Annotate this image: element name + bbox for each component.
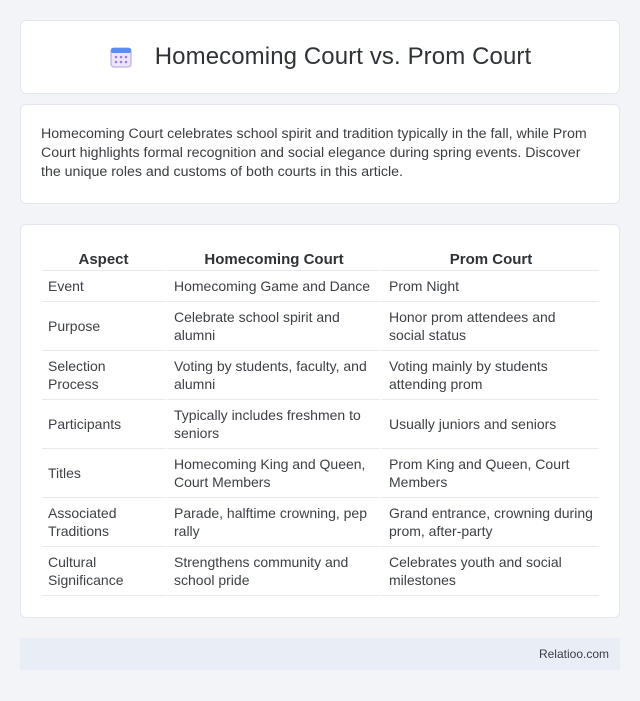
title-card bbox=[20, 20, 620, 94]
table-cell: Associated Traditions bbox=[42, 498, 165, 547]
footer-site-link[interactable]: Relatioo.com bbox=[538, 647, 609, 661]
intro-card bbox=[20, 104, 620, 204]
table-cell: Event bbox=[42, 271, 165, 302]
table-row bbox=[42, 351, 599, 400]
table-row bbox=[42, 271, 599, 302]
calendar-icon bbox=[109, 45, 133, 69]
table-cell: Parade, halftime crowning, pep rally bbox=[165, 498, 380, 547]
table-row bbox=[42, 449, 599, 498]
table-cell: Celebrate school spirit and alumni bbox=[165, 302, 380, 351]
table-cell: Strengthens community and school pride bbox=[165, 547, 380, 596]
table-cell: Grand entrance, crowning during prom, after-party bbox=[380, 498, 599, 547]
table-row bbox=[42, 547, 599, 596]
comparison-table bbox=[42, 245, 599, 596]
table-header-row bbox=[42, 245, 599, 271]
table-cell: Purpose bbox=[42, 302, 165, 351]
table-cell: Voting mainly by students attending prom bbox=[380, 351, 599, 400]
table-row bbox=[42, 302, 599, 351]
table-cell: Titles bbox=[42, 449, 165, 498]
table-row bbox=[42, 400, 599, 449]
table-cell: Usually juniors and seniors bbox=[380, 400, 599, 449]
comparison-card bbox=[20, 224, 620, 618]
table-row bbox=[42, 498, 599, 547]
page-title: Homecoming Court vs. Prom Court bbox=[154, 43, 532, 70]
table-cell: Voting by students, faculty, and alumni bbox=[165, 351, 380, 400]
table-cell: Selection Process bbox=[42, 351, 165, 400]
intro-text: Homecoming Court celebrates school spirit and tradition typically in the fall, while Prom Court highlights formal recognition and social elegance during spring events. Discover the unique roles and customs of both courts in this article. bbox=[41, 126, 587, 180]
table-cell: Participants bbox=[42, 400, 165, 449]
table-cell: Typically includes freshmen to seniors bbox=[165, 400, 380, 449]
column-header: Prom Court bbox=[380, 245, 599, 271]
column-header: Homecoming Court bbox=[165, 245, 380, 271]
footer bbox=[20, 638, 620, 670]
table-cell: Homecoming Game and Dance bbox=[165, 271, 380, 302]
column-header: Aspect bbox=[42, 245, 165, 271]
table-cell: Celebrates youth and social milestones bbox=[380, 547, 599, 596]
table-cell: Prom King and Queen, Court Members bbox=[380, 449, 599, 498]
table-cell: Honor prom attendees and social status bbox=[380, 302, 599, 351]
table-cell: Homecoming King and Queen, Court Members bbox=[165, 449, 380, 498]
table-cell: Prom Night bbox=[380, 271, 599, 302]
table-cell: Cultural Significance bbox=[42, 547, 165, 596]
